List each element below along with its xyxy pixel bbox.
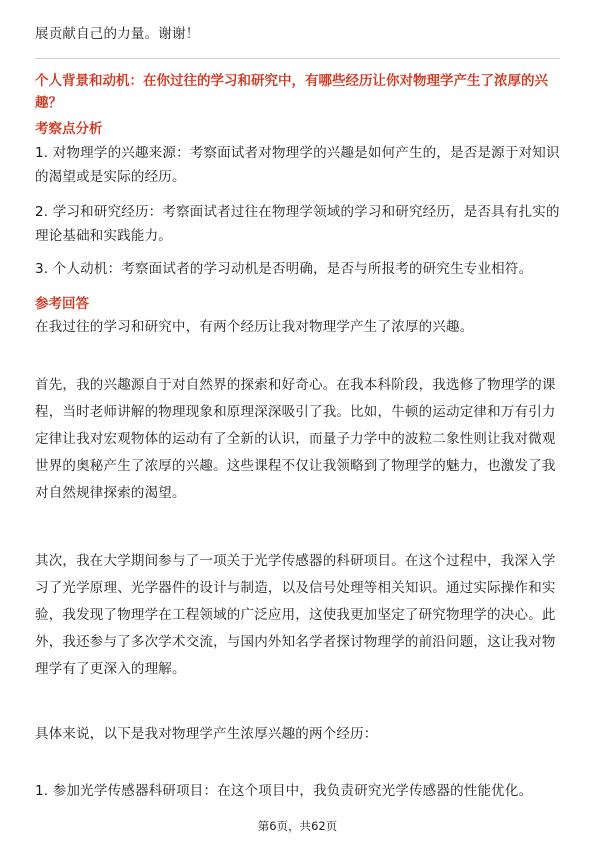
intro-text: 展贡献自己的力量。谢谢！ [35,26,200,42]
paragraph-text: 首先，我的兴趣源自于对自然界的探索和好奇心。在我本科阶段，我选修了物理学的课程，当时老师讲解的物理现象和原理深深吸引了我。比如，牛顿的运动定律和万有引力定律让我对宏观物体的运动有了全新的认识，而量子力学中的波粒二象性则让我对微观世界的奥秘产生了浓厚的兴趣。这些课程不仅让我领略到了物理学的魅力，也激发了我对自然规律探索的渴望。 [35,377,556,501]
analysis-item-text: 1. 对物理学的兴趣来源：考察面试者对物理学的兴趣是如何产生的，是否是源于对知识的渴望或是实际的经历。 [35,145,560,185]
answer-paragraph-4 [35,722,560,746]
paragraph-text: 在我过往的学习和研究中，有两个经历让我对物理学产生了浓厚的兴趣。 [35,319,474,335]
answer-paragraph-5 [35,779,560,803]
analysis-heading: 考察点分析 [35,121,103,137]
question-title: 个人背景和动机：在你过往的学习和研究中，有哪些经历让你对物理学产生了浓厚的兴趣？ [35,73,548,111]
answer-paragraph-2 [35,372,560,507]
answer-paragraph-1 [35,315,560,339]
analysis-item-3 [35,257,560,281]
analysis-item-text: 3. 个人动机：考察面试者的学习动机是否明确，是否与所报考的研究生专业相符。 [35,261,533,277]
paragraph-text: 其次，我在大学期间参与了一项关于光学传感器的科研项目。在这个过程中，我深入学习了光学原理、光学器件的设计与制造，以及信号处理等相关知识。通过实际操作和实验，我发现了物理学在工程领域的广泛应用，这使我更加坚定了研究物理学的决心。此外，我还参与了多次学术交流，与国内外知名学者探讨物理学的前沿问题，这让我对物理学有了更深入的理解。 [35,553,556,677]
paragraph-text: 具体来说，以下是我对物理学产生浓厚兴趣的两个经历： [35,726,378,742]
answer-paragraph-3 [35,548,560,683]
analysis-item-text: 2. 学习和研究经历：考察面试者过往在物理学领域的学习和研究经历，是否具有扎实的理论基础和实践能力。 [35,204,560,244]
analysis-item-1 [35,141,560,189]
section-divider [35,58,560,59]
answer-heading: 参考回答 [35,296,89,312]
paragraph-text: 1. 参加光学传感器科研项目：在这个项目中，我负责研究光学传感器的性能优化。 [35,783,533,799]
page-number: 第6页，共62页 [257,819,338,833]
analysis-item-2 [35,200,560,248]
